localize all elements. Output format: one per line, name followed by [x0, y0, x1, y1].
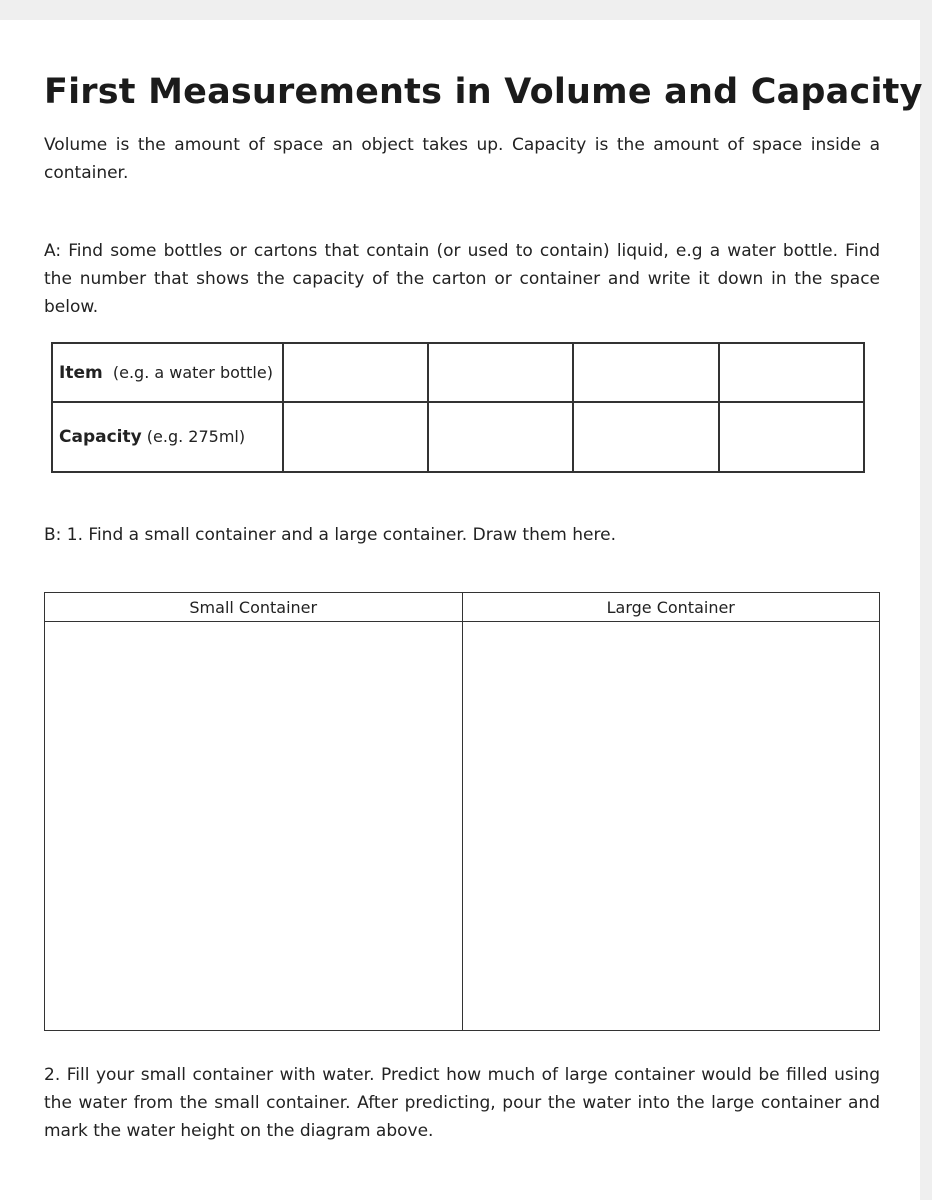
- item-label: Item: [59, 362, 103, 383]
- drawing-area-row: [45, 622, 880, 1031]
- capacity-entry-cell[interactable]: [719, 402, 864, 472]
- small-container-drawing-area[interactable]: [45, 622, 463, 1031]
- capacity-table: [51, 342, 865, 473]
- item-entry-cell[interactable]: [719, 343, 864, 402]
- small-container-header: Small Container: [45, 593, 463, 622]
- item-entry-cell[interactable]: [573, 343, 718, 402]
- capacity-example: (e.g. 275ml): [146, 427, 246, 446]
- capacity-row: [52, 402, 864, 472]
- section-b2-instructions: 2. Fill your small container with water. Predict how much of large container would be filled using the water from the small container. After predicting, pour the water into the large container and mark the water height on the diagram above.: [44, 1065, 880, 1141]
- section-a-instructions: A: Find some bottles or cartons that contain (or used to contain) liquid, e.g a water bottle. Find the number that shows the capacity of the carton or container and write it down in the space below.: [44, 241, 880, 317]
- section-b1-instructions: B: 1. Find a small container and a large container. Draw them here.: [44, 525, 616, 545]
- item-row: [52, 343, 864, 402]
- large-container-drawing-area[interactable]: [462, 622, 880, 1031]
- drawing-header-row: [45, 593, 880, 622]
- intro-paragraph: Volume is the amount of space an object takes up. Capacity is the amount of space inside a container.: [44, 135, 880, 183]
- item-entry-cell[interactable]: [283, 343, 428, 402]
- capacity-entry-cell[interactable]: [428, 402, 573, 472]
- capacity-label-cell: [52, 402, 283, 472]
- item-entry-cell[interactable]: [428, 343, 573, 402]
- item-label-cell: [52, 343, 283, 402]
- page-title: First Measurements in Volume and Capacity: [44, 72, 923, 112]
- drawing-table: [44, 592, 880, 1031]
- worksheet-page: [0, 20, 923, 1200]
- large-container-header: Large Container: [462, 593, 880, 622]
- capacity-entry-cell[interactable]: [283, 402, 428, 472]
- capacity-entry-cell[interactable]: [573, 402, 718, 472]
- capacity-label: Capacity: [59, 427, 142, 447]
- item-example: (e.g. a water bottle): [112, 362, 273, 382]
